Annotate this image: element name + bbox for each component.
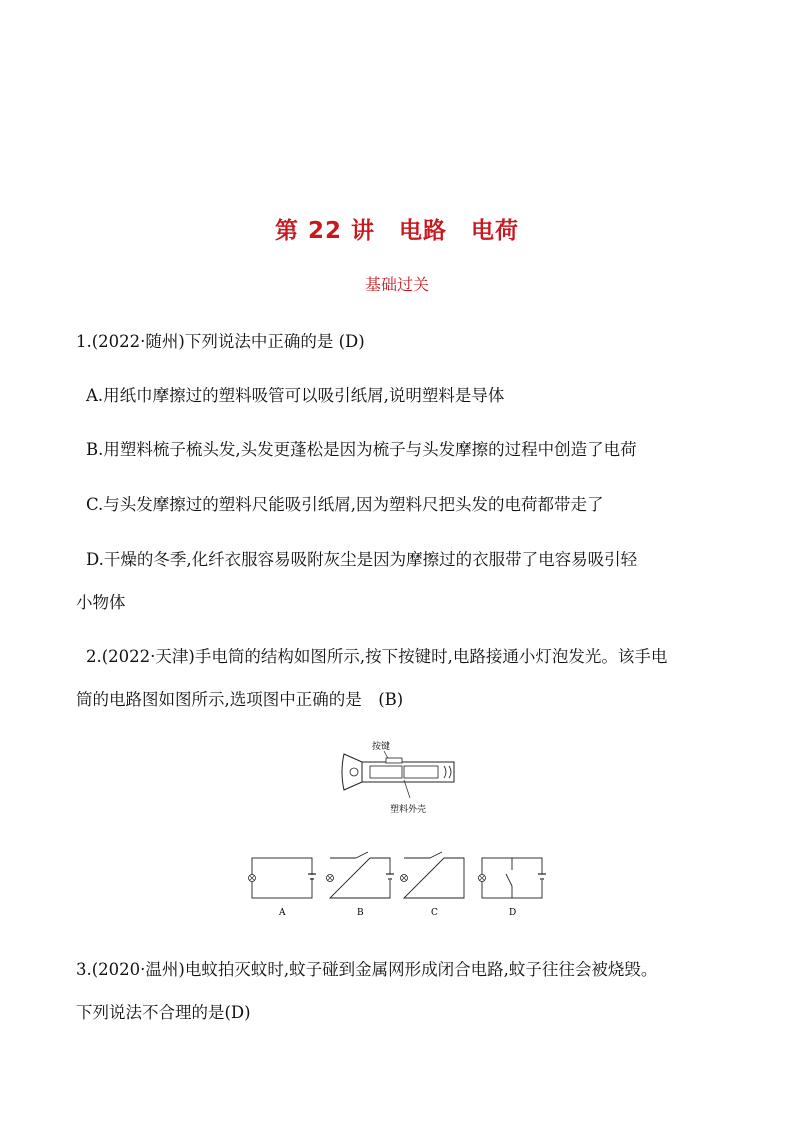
question-2-line1: 2.(2022·天津)手电筒的结构如图所示,按下按键时,电路接通小灯泡发光。该手电 <box>86 647 668 666</box>
label-key: 按键 <box>372 742 391 752</box>
circuit-option-b <box>327 852 397 918</box>
question-1-option-a: A.用纸巾摩擦过的塑料吸管可以吸引纸屑,说明塑料是导体 <box>86 386 505 405</box>
question-2-line2: 筒的电路图如图所示,选项图中正确的是 (B) <box>76 690 404 709</box>
option-d-label: D <box>509 908 517 918</box>
circuit-options <box>240 850 550 920</box>
circuit-option-a <box>249 858 319 918</box>
flashlight-diagram <box>340 736 470 826</box>
section-subtitle: 基础过关 <box>364 275 429 294</box>
option-a-label: A <box>279 908 286 918</box>
page-title: 第 22 讲 电路 电荷 <box>274 218 520 244</box>
question-3-line1: 3.(2020·温州)电蚊拍灭蚊时,蚊子碰到金属网形成闭合电路,蚊子往往会被烧毁。 <box>76 960 658 979</box>
question-1-option-d-line2: 小物体 <box>76 593 126 612</box>
question-1-option-d-line1: D.干燥的冬季,化纤衣服容易吸附灰尘是因为摩擦过的衣服带了电容易吸引轻 <box>86 550 638 569</box>
circuit-option-c <box>401 852 465 918</box>
question-1-option-b: B.用塑料梳子梳头发,头发更蓬松是因为梳子与头发摩擦的过程中创造了电荷 <box>86 440 637 459</box>
label-shell: 塑料外壳 <box>390 805 427 815</box>
option-b-label: B <box>357 908 364 918</box>
question-3-line2: 下列说法不合理的是(D) <box>76 1003 251 1022</box>
question-1-option-c: C.与头发摩擦过的塑料尺能吸引纸屑,因为塑料尺把头发的电荷都带走了 <box>86 495 604 514</box>
option-c-label: C <box>431 908 438 918</box>
question-1-stem: 1.(2022·随州)下列说法中正确的是 (D) <box>76 332 365 351</box>
circuit-option-d <box>479 858 549 918</box>
